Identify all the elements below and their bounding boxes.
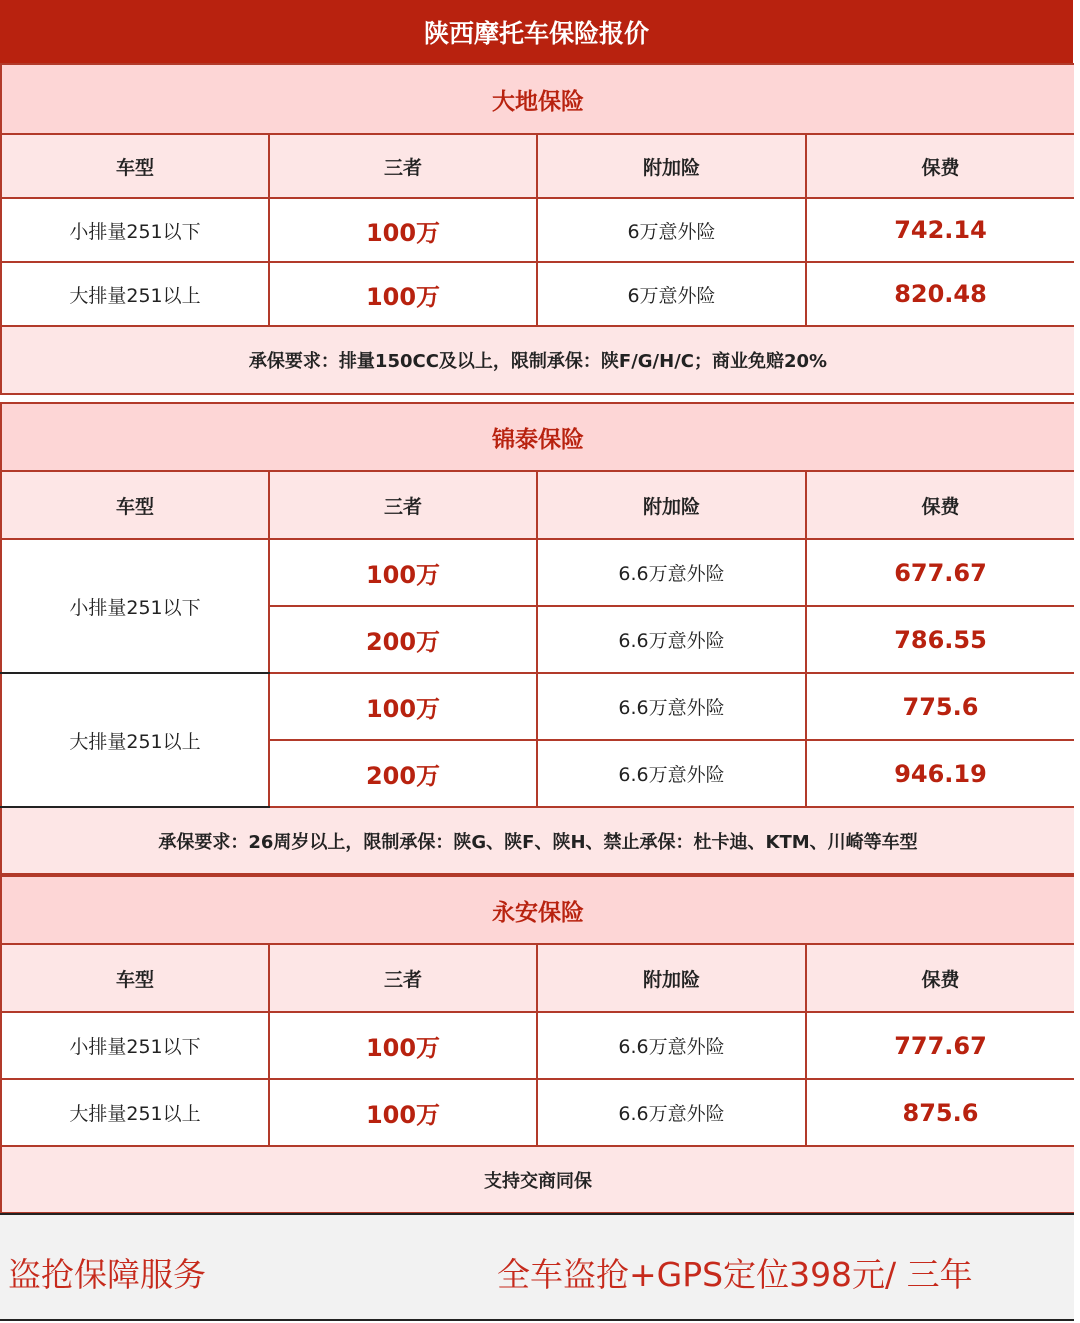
jintai-insurance-table	[0, 402, 1076, 875]
addon-cell: 6.6万意外险	[537, 673, 806, 740]
page-edge	[1074, 0, 1080, 1323]
model-cell: 小排量251以下	[1, 1012, 269, 1079]
underwriting-note: 承保要求：排量150CC及以上，限制承保：陕F/G/H/C；商业免赔20%	[1, 326, 1075, 394]
section-title: 永安保险	[1, 876, 1075, 944]
header-third-party: 三者	[269, 471, 537, 539]
third-party-cell: 100万	[269, 198, 537, 262]
header-model: 车型	[1, 471, 269, 539]
header-premium: 保费	[806, 944, 1075, 1012]
model-cell: 小排量251以下	[1, 539, 269, 673]
third-party-cell: 100万	[269, 1079, 537, 1146]
third-party-cell: 200万	[269, 606, 537, 673]
header-third-party: 三者	[269, 944, 537, 1012]
yongan-insurance-table	[0, 875, 1076, 1214]
table-row	[1, 198, 1075, 262]
addon-cell: 6.6万意外险	[537, 740, 806, 807]
header-premium: 保费	[806, 134, 1075, 198]
premium-cell: 775.6	[806, 673, 1075, 740]
table-row	[1, 262, 1075, 326]
third-party-cell: 100万	[269, 1012, 537, 1079]
table-row	[1, 673, 1075, 740]
section-title: 锦泰保险	[1, 403, 1075, 471]
third-party-cell: 100万	[269, 539, 537, 606]
dadi-insurance-table	[0, 63, 1076, 395]
section-title: 大地保险	[1, 64, 1075, 134]
header-addon: 附加险	[537, 134, 806, 198]
premium-cell: 820.48	[806, 262, 1075, 326]
addon-cell: 6.6万意外险	[537, 606, 806, 673]
header-model: 车型	[1, 944, 269, 1012]
addon-cell: 6.6万意外险	[537, 539, 806, 606]
header-addon: 附加险	[537, 944, 806, 1012]
premium-cell: 786.55	[806, 606, 1075, 673]
underwriting-note: 承保要求：26周岁以上，限制承保：陕G、陕F、陕H、禁止承保：杜卡迪、KTM、川崎等车型	[1, 807, 1075, 874]
theft-protection-price: 全车盗抢+GPS定位398元/ 三年	[497, 1255, 973, 1294]
model-cell: 大排量251以上	[1, 1079, 269, 1146]
model-cell: 大排量251以上	[1, 262, 269, 326]
table-row	[1, 1012, 1075, 1079]
premium-cell: 875.6	[806, 1079, 1075, 1146]
theft-protection-banner	[0, 1213, 1074, 1321]
addon-cell: 6.6万意外险	[537, 1079, 806, 1146]
third-party-cell: 100万	[269, 673, 537, 740]
addon-cell: 6.6万意外险	[537, 1012, 806, 1079]
model-cell: 大排量251以上	[1, 673, 269, 807]
premium-cell: 677.67	[806, 539, 1075, 606]
underwriting-note: 支持交商同保	[1, 1146, 1075, 1213]
model-cell: 小排量251以下	[1, 198, 269, 262]
addon-cell: 6万意外险	[537, 262, 806, 326]
table-row	[1, 1079, 1075, 1146]
premium-cell: 777.67	[806, 1012, 1075, 1079]
third-party-cell: 200万	[269, 740, 537, 807]
premium-cell: 742.14	[806, 198, 1075, 262]
page-title: 陕西摩托车保险报价	[0, 0, 1073, 63]
header-model: 车型	[1, 134, 269, 198]
header-third-party: 三者	[269, 134, 537, 198]
premium-cell: 946.19	[806, 740, 1075, 807]
theft-protection-label: 盗抢保障服务	[8, 1255, 206, 1294]
header-addon: 附加险	[537, 471, 806, 539]
table-row	[1, 539, 1075, 606]
third-party-cell: 100万	[269, 262, 537, 326]
addon-cell: 6万意外险	[537, 198, 806, 262]
header-premium: 保费	[806, 471, 1075, 539]
